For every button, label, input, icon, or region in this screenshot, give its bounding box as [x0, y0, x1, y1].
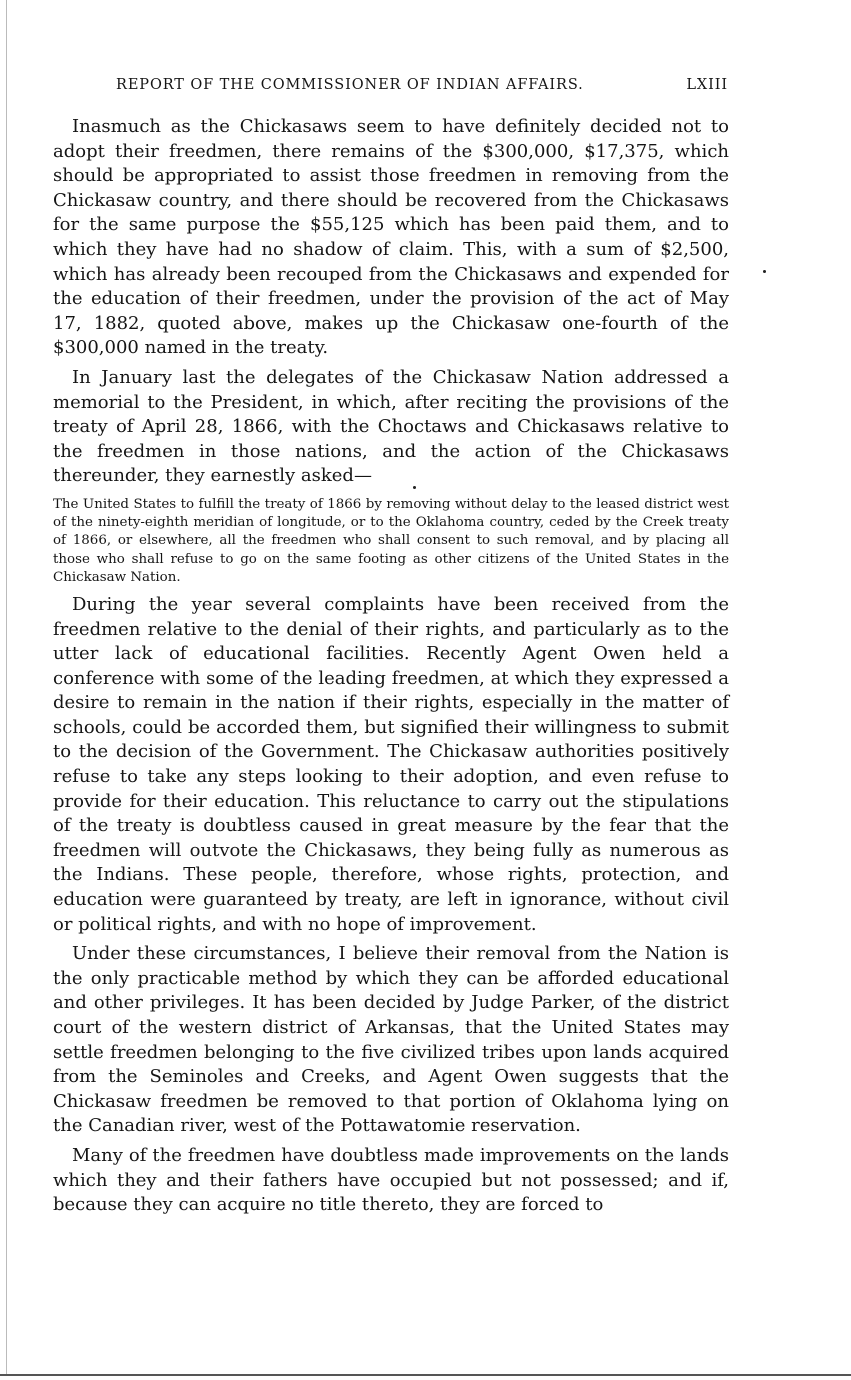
ink-speck	[413, 486, 416, 489]
running-title: REPORT OF THE COMMISSIONER OF INDIAN AFFAIRS.	[116, 77, 584, 93]
page-number: LXIII	[686, 77, 728, 93]
paragraph-improvements: Many of the freedmen have doubtless made improvements on the lands which they and their fathers have occupied but not possessed; and if, because they can acquire no title thereto, they are forced to	[53, 1144, 729, 1216]
paragraph-removal-recommendation: Under these circumstances, I believe their removal from the Nation is the only practicable method by which they can be afforded educational and other privileges. It has been decided by Judge Parker, of the district court of the western district of Arkansas, that the United States may settle freedmen belonging to the five civilized tribes upon lands acquired from the Seminoles and Creeks, and Agent Owen suggests that the Chickasaw freedmen be removed to that portion of Oklahoma lying on the Canadian river, west of the Pottawatomie reservation.	[53, 943, 729, 1137]
paragraph-january-memorial: In January last the delegates of the Chickasaw Nation addressed a memorial to the President, in which, after reciting the provisions of the treaty of April 28, 1866, with the Choctaws and Chickasaws relative to the freedmen in those nations, and the action of the Chickasaws thereunder, they earnestly asked—	[53, 366, 729, 487]
paragraph-complaints: During the year several complaints have been received from the freedmen relative to the denial of their rights, and particularly as to the utter lack of educational facilities. Recently Agent Owen held a conference with some of the leading freedmen, at which they expressed a desire to remain in the nation if their rights, especially in the matter of schools, could be accorded them, but signified their willingness to submit to the decision of the Government. The Chickasaw authorities positively refuse to take any steps looking to their adoption, and even refuse to provide for their education. This reluctance to carry out the stipulations of the treaty is doubtless caused in great measure by the fear that the freedmen will outvote the Chickasaws, they being fully as numerous as the Indians. These people, therefore, whose rights, protection, and education were guaranteed by treaty, are left in ignorance, without civil or political rights, and with no hope of improvement.	[53, 593, 729, 935]
scan-edge-left	[6, 0, 7, 1374]
page-header	[116, 74, 728, 96]
block-quote-memorial-request: The United States to fulfill the treaty of 1866 by removing without delay to the leased district west of the ninety-eighth meridian of longitude, or to the Oklahoma country, ceded by the Creek treaty of 1866, or elsewhere, all the freedmen who shall consent to such removal, and by placing all those who shall refuse to go on the same footing as other citizens of the United States in the Chickasaw Nation.	[53, 496, 729, 585]
body-text	[53, 115, 729, 1223]
paragraph-chickasaw-freedmen-funds: Inasmuch as the Chickasaws seem to have definitely decided not to adopt their freedmen, there remains of the $300,000, $17,375, which should be appropriated to assist those freedmen in removing from the Chickasaw country, and there should be recovered from the Chickasaws for the same purpose the $55,125 which has been paid them, and to which they have had no shadow of claim. This, with a sum of $2,500, which has already been recouped from the Chickasaws and expended for the education of their freedmen, under the provision of the act of May 17, 1882, quoted above, makes up the Chickasaw one-fourth of the $300,000 named in the treaty.	[53, 116, 729, 359]
scan-edge-bottom	[0, 1374, 851, 1376]
ink-speck	[763, 270, 766, 273]
